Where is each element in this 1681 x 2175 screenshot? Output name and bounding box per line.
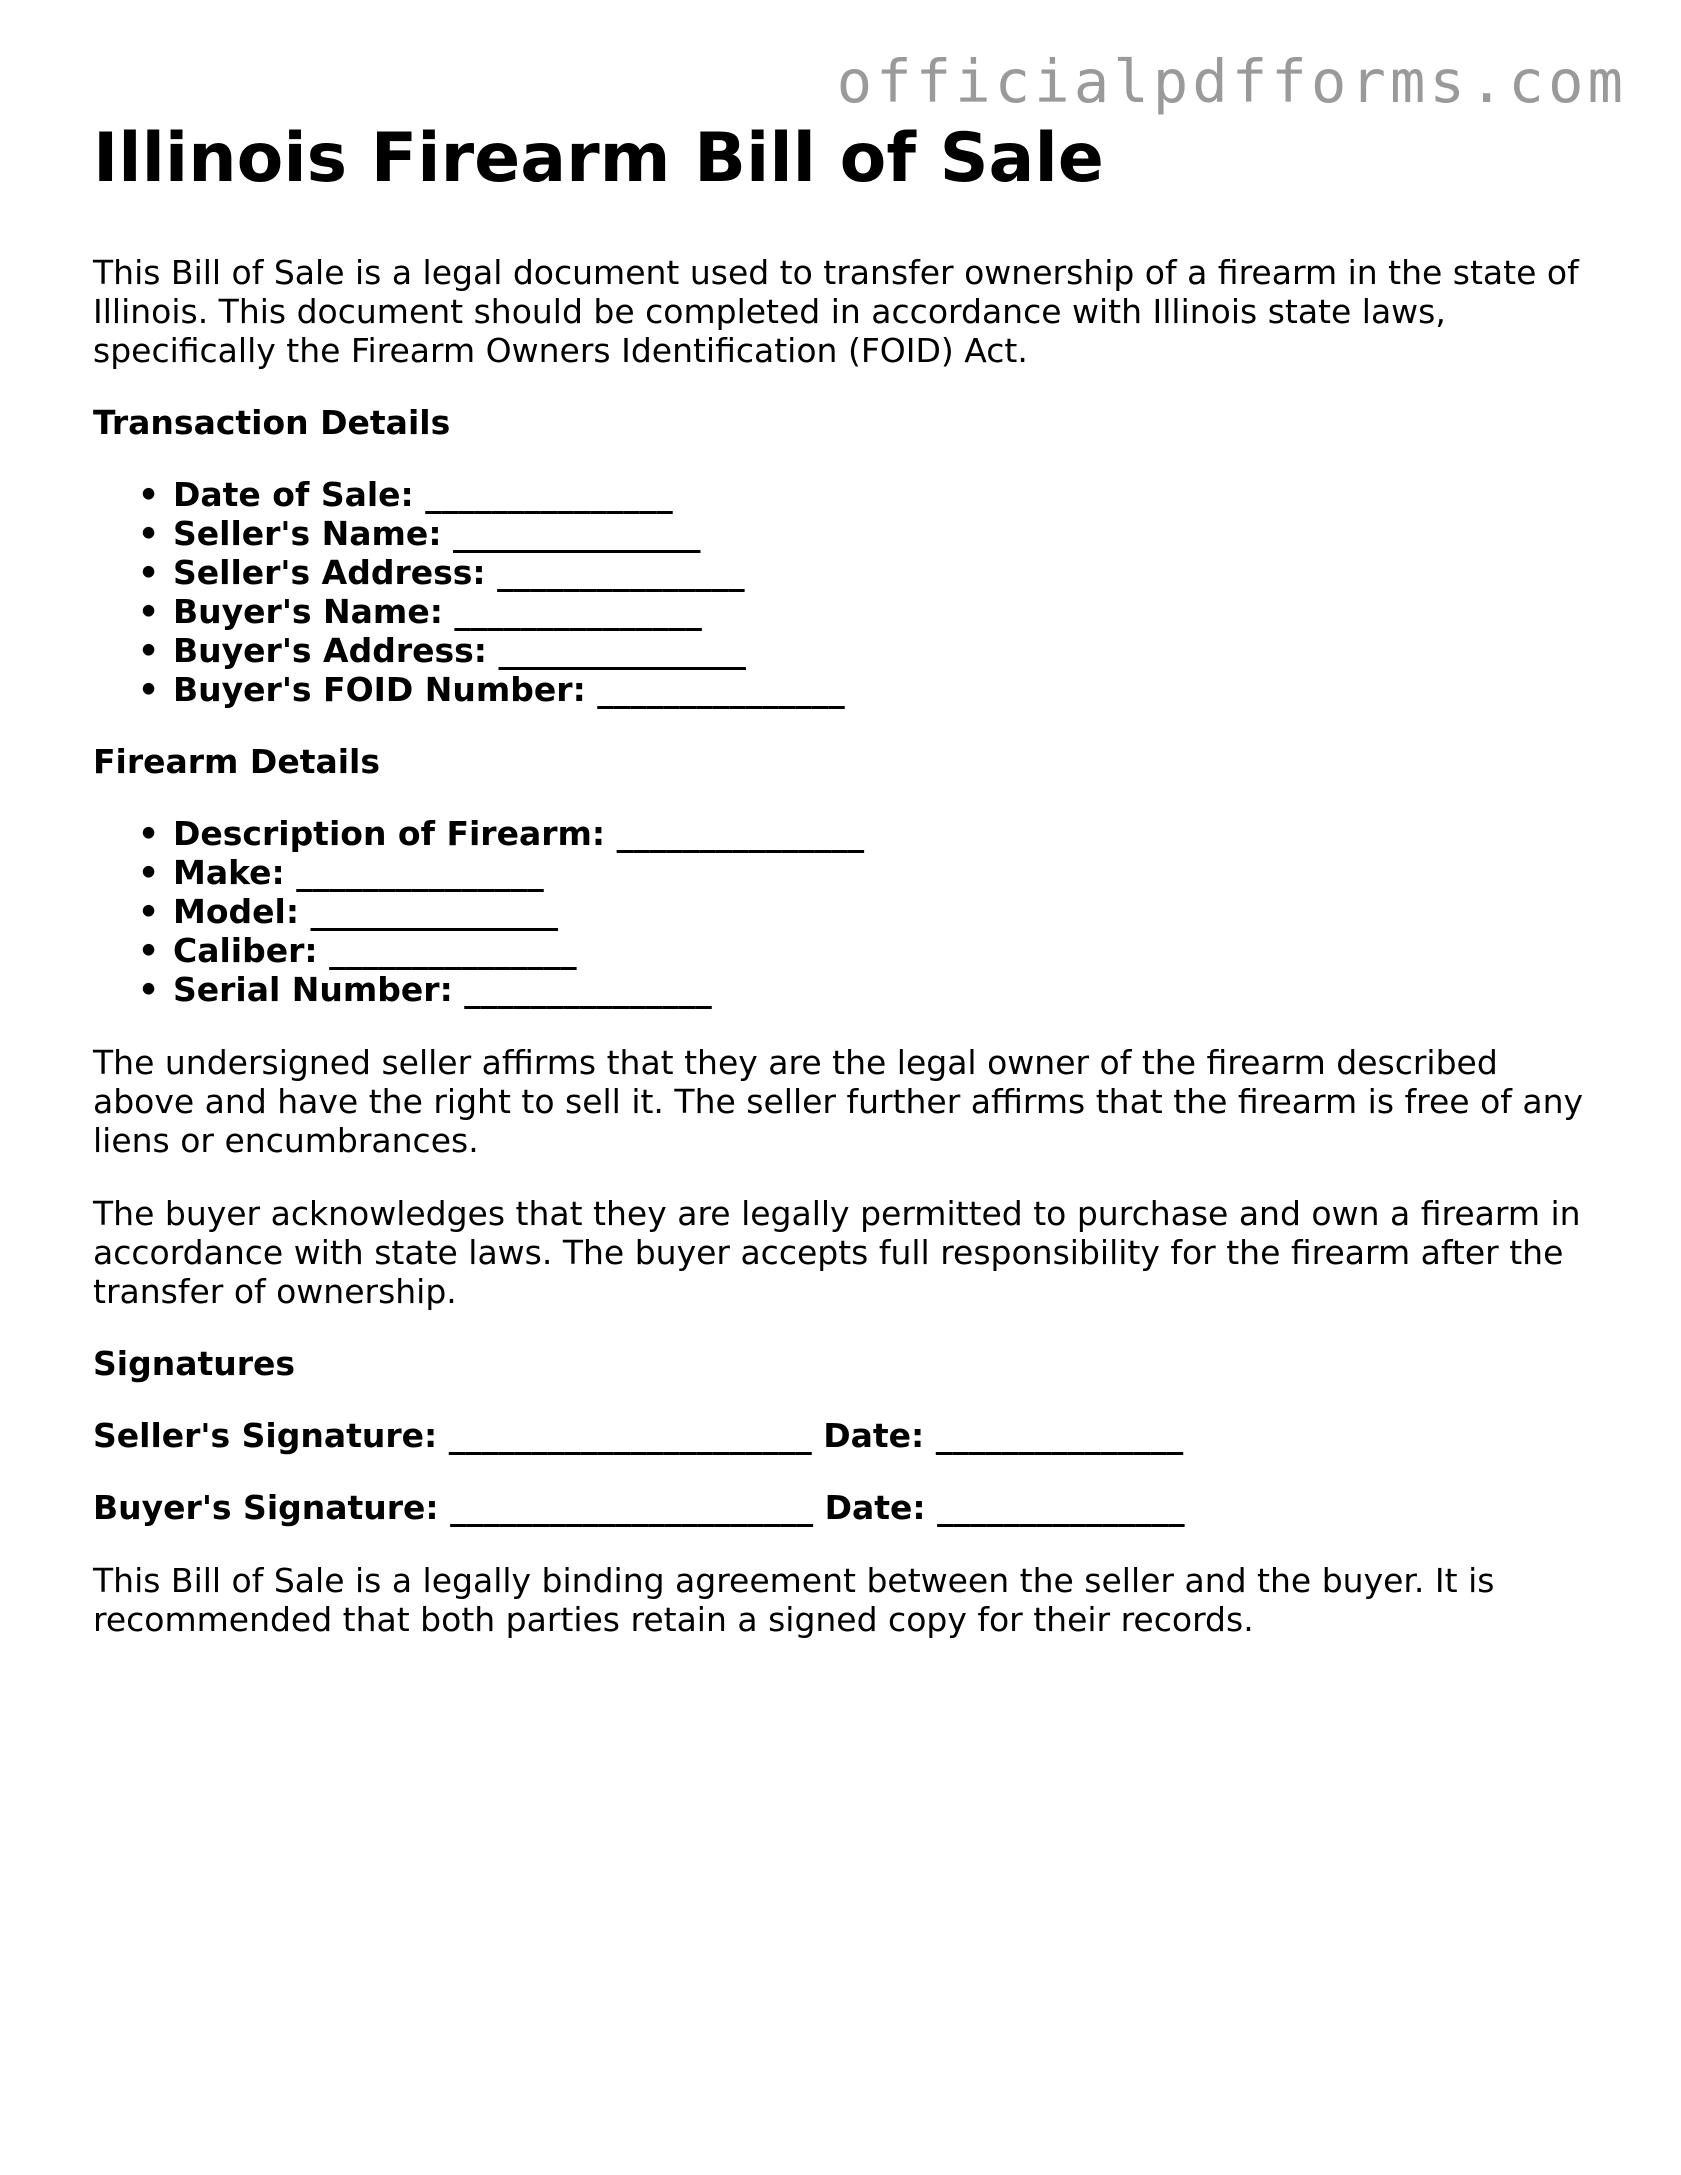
seller-signature-line: Seller's Signature: ______________________ Date: _______________: [93, 1416, 1184, 1455]
seller-affirmation-paragraph: The undersigned seller affirms that they are the legal owner of the firearm described above and have the right to sell it. The seller further affirms that the firearm is free of any liens or encumbrances.: [93, 1043, 1584, 1160]
list-item-description: • Description of Firearm: _______________: [173, 814, 1603, 853]
buyer-acknowledgement-paragraph: The buyer acknowledges that they are legally permitted to purchase and own a firearm in accordance with state laws. The buyer accepts full responsibility for the firearm after the transfer of ownership.: [93, 1194, 1581, 1311]
list-item-seller-name: • Seller's Name: _______________: [173, 514, 1603, 553]
page-title: Illinois Firearm Bill of Sale: [93, 119, 1104, 198]
list-item-buyer-name: • Buyer's Name: _______________: [173, 592, 1603, 631]
list-item-seller-address: • Seller's Address: _______________: [173, 553, 1603, 592]
list-item-caliber: • Caliber: _______________: [173, 931, 1603, 970]
intro-paragraph: This Bill of Sale is a legal document used to transfer ownership of a firearm in the state of Illinois. This document should be completed in accordance with Illinois state laws, specifically the Firearm Owners Identification (FOID) Act.: [93, 253, 1579, 370]
list-item-buyer-foid-number: • Buyer's FOID Number: _______________: [173, 670, 1603, 709]
list-item-model: • Model: _______________: [173, 892, 1603, 931]
list-item-date-of-sale: • Date of Sale: _______________: [173, 475, 1603, 514]
closing-paragraph: This Bill of Sale is a legally binding agreement between the seller and the buyer. It is recommended that both parties retain a signed copy for their records.: [93, 1561, 1495, 1639]
transaction-details-heading: Transaction Details: [93, 403, 451, 442]
signatures-heading: Signatures: [93, 1344, 296, 1383]
firearm-details-heading: Firearm Details: [93, 742, 381, 781]
transaction-details-list: [93, 475, 1603, 709]
document-page: [93, 118, 1603, 1639]
list-item-buyer-address: • Buyer's Address: _______________: [173, 631, 1603, 670]
firearm-details-list: [93, 814, 1603, 1009]
list-item-make: • Make: _______________: [173, 853, 1603, 892]
buyer-signature-line: Buyer's Signature: ______________________ Date: _______________: [93, 1488, 1185, 1527]
list-item-serial-number: • Serial Number: _______________: [173, 970, 1603, 1009]
watermark: officialpdfforms.com: [836, 47, 1627, 116]
